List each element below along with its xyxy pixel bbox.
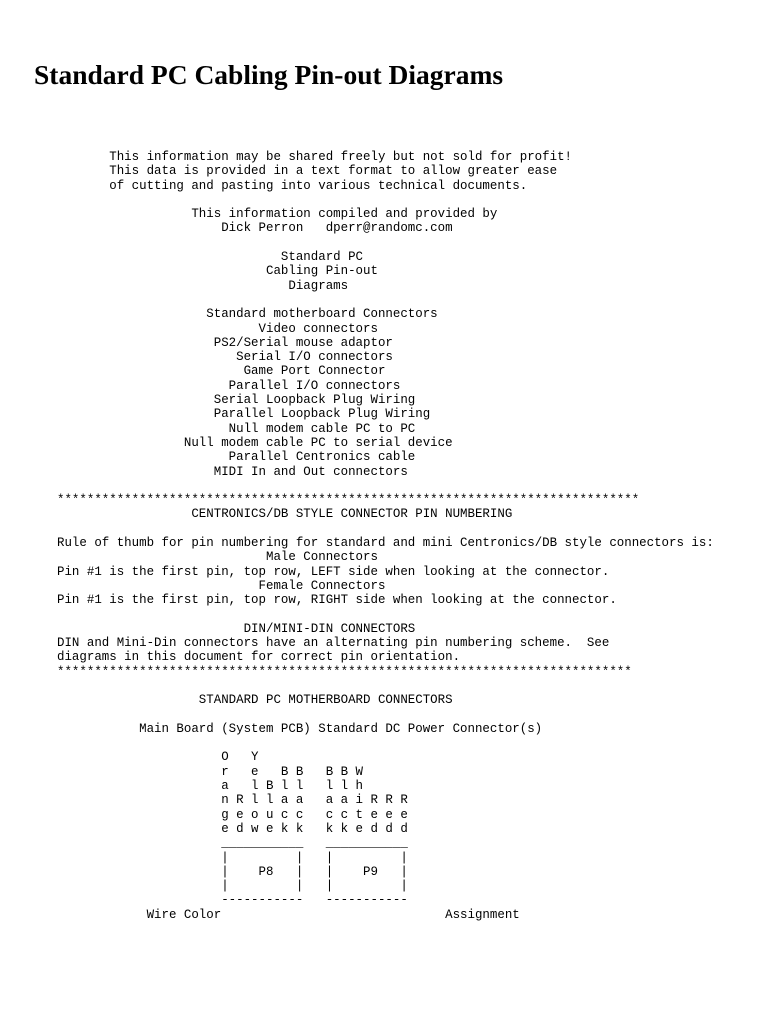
document-line: This data is provided in a text format to allow greater ease — [57, 164, 558, 179]
document-line: PS2/Serial mouse adaptor — [57, 335, 393, 350]
document-line: Game Port Connector — [57, 364, 386, 379]
document-line: of cutting and pasting into various technical documents. — [57, 178, 528, 193]
document-line: Parallel Loopback Plug Wiring — [57, 407, 431, 422]
document-line: | P8 | | P9 | — [57, 864, 408, 879]
document-line: MIDI In and Out connectors — [57, 464, 408, 479]
document-body — [57, 150, 714, 922]
document-line: Null modem cable PC to PC — [57, 421, 416, 436]
document-line: O Y — [57, 750, 259, 765]
document-line: Standard motherboard Connectors — [57, 307, 438, 322]
document-line: | | | | — [57, 879, 408, 894]
document-line: DIN/MINI-DIN CONNECTORS — [57, 621, 416, 636]
document-line: | | | | — [57, 850, 408, 865]
document-line: Pin #1 is the first pin, top row, RIGHT side when looking at the connector. — [57, 593, 617, 608]
document-line — [57, 679, 714, 693]
document-line — [57, 293, 714, 307]
document-line: ****************************************************************************** — [57, 493, 640, 508]
document-line: Standard PC — [57, 250, 364, 265]
document-line: Main Board (System PCB) Standard DC Power Connector(s) — [57, 721, 543, 736]
document-line: DIN and Mini-Din connectors have an alternating pin numbering scheme. See — [57, 636, 610, 651]
document-line: Diagrams — [57, 278, 349, 293]
document-line — [57, 522, 714, 536]
document-line: STANDARD PC MOTHERBOARD CONNECTORS — [57, 693, 453, 708]
document-line — [57, 608, 714, 622]
document-line — [57, 479, 714, 493]
document-line: Null modem cable PC to serial device — [57, 435, 453, 450]
document-line: Parallel I/O connectors — [57, 378, 401, 393]
document-line: Parallel Centronics cable — [57, 450, 416, 465]
page-title: Standard PC Cabling Pin-out Diagrams — [34, 59, 504, 90]
document-line — [57, 193, 714, 207]
document-line: r e B B B B W — [57, 764, 364, 779]
document-line: Dick Perron dperr@randomc.com — [57, 221, 453, 236]
document-line: Female Connectors — [57, 578, 386, 593]
document-line: Cabling Pin-out — [57, 264, 378, 279]
document-line: Video connectors — [57, 321, 378, 336]
document-line: ***************************************************************************** — [57, 664, 632, 679]
document-line: diagrams in this document for correct pin orientation. — [57, 650, 461, 665]
document-line: ___________ ___________ — [57, 836, 408, 851]
document-line: Serial I/O connectors — [57, 350, 393, 365]
document-line: Pin #1 is the first pin, top row, LEFT side when looking at the connector. — [57, 564, 610, 579]
document-line: Rule of thumb for pin numbering for standard and mini Centronics/DB style connectors is: — [57, 536, 714, 551]
document-line: Male Connectors — [57, 550, 378, 565]
document-line: a l B l l l l h — [57, 779, 364, 794]
document-line: n R l l a a a a i R R R — [57, 793, 408, 808]
document-line: g e o u c c c c t e e e — [57, 807, 408, 822]
document-line: This information may be shared freely but not sold for profit! — [57, 150, 572, 164]
document-line: Wire Color Assignment — [57, 907, 520, 922]
document-line — [57, 736, 714, 750]
document-line: This information compiled and provided by — [57, 207, 498, 222]
document-line — [57, 708, 714, 722]
document-line: Serial Loopback Plug Wiring — [57, 393, 416, 408]
document-line: e d w e k k k k e d d d — [57, 821, 408, 836]
document-line: ----------- ----------- — [57, 893, 408, 908]
document-line — [57, 236, 714, 250]
document-line: CENTRONICS/DB STYLE CONNECTOR PIN NUMBERING — [57, 507, 513, 522]
